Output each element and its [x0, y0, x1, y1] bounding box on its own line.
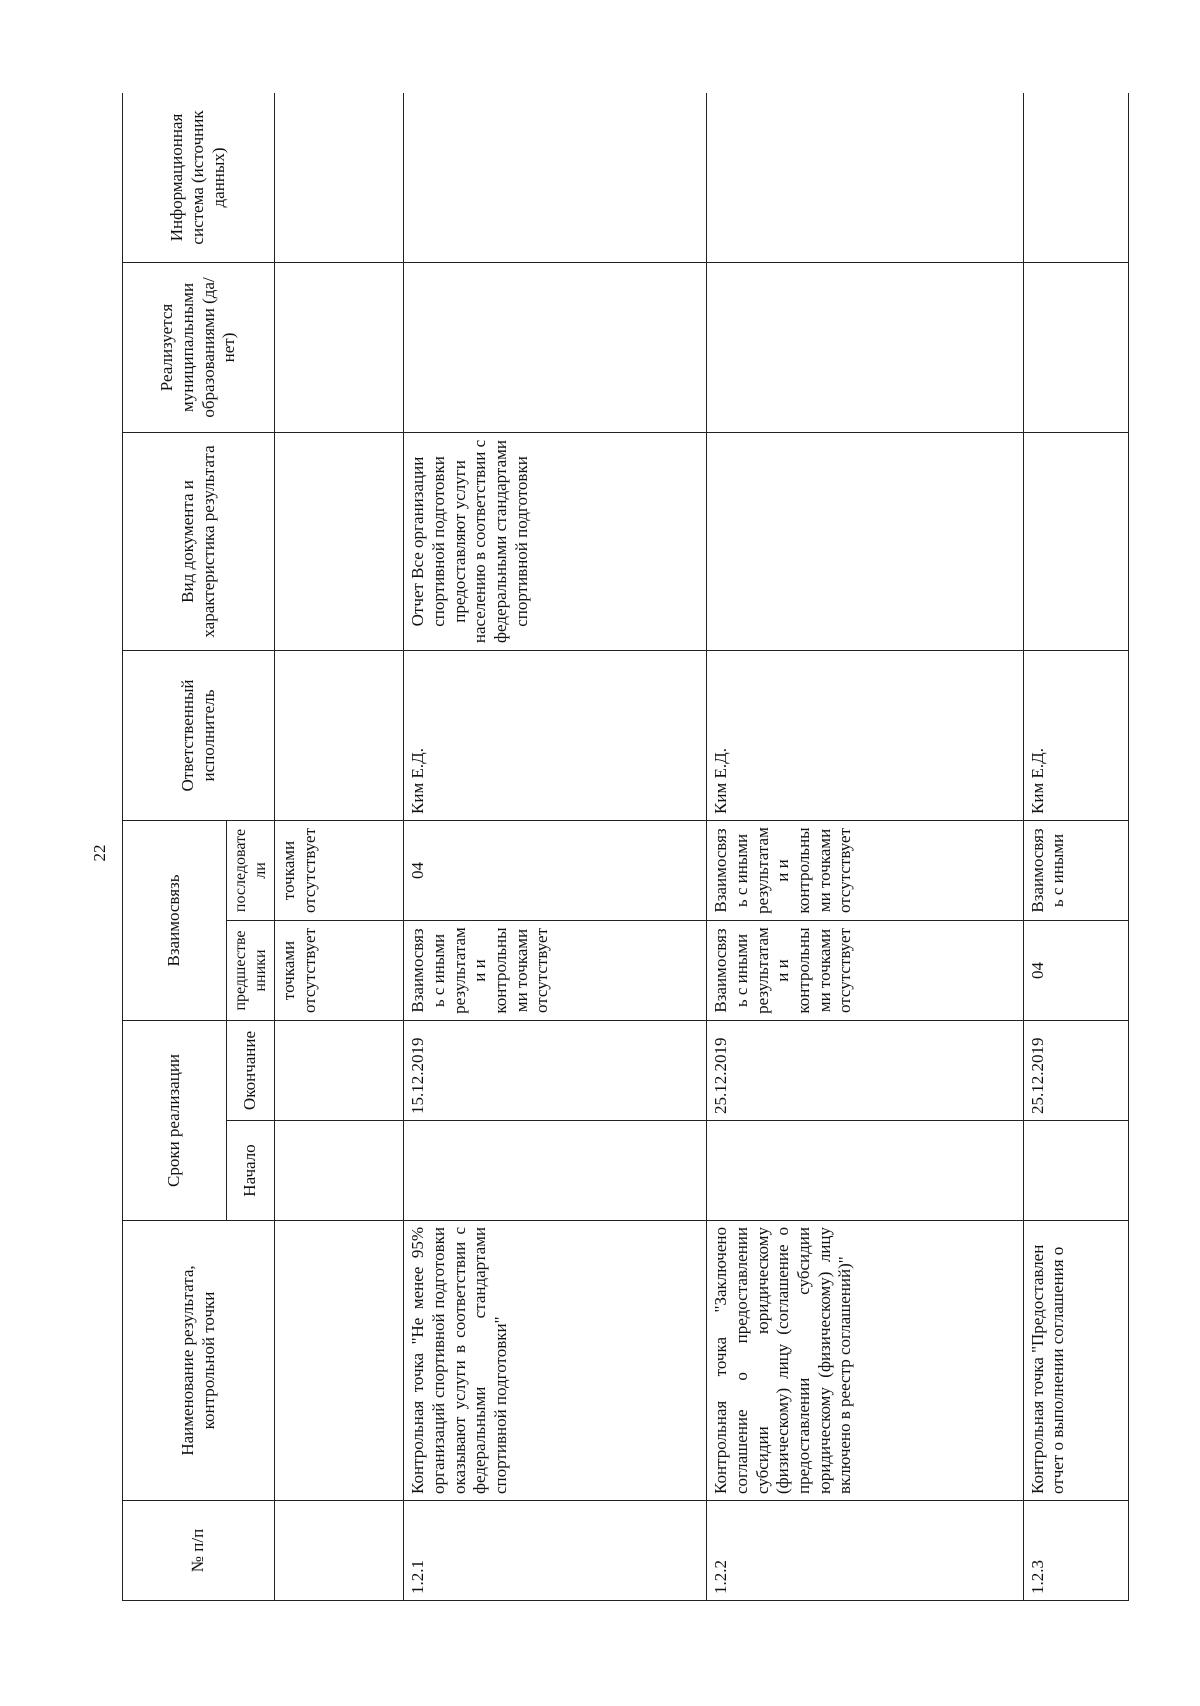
cell-num [275, 1501, 404, 1601]
cell-start [1023, 1121, 1129, 1221]
header-municipal: Реализуется муниципальными образованиями (да/нет) [123, 262, 275, 432]
header-predecessors: предшественники [227, 921, 275, 1021]
cell-info-system [275, 93, 404, 262]
cell-start [707, 1121, 1023, 1221]
cell-predecessors: 04 [1023, 921, 1129, 1021]
cell-municipal [275, 262, 404, 432]
cell-predecessors: Взаимосвязь с иными результатами и контрольными точками отсутствует [404, 921, 707, 1021]
header-successors: последователи [227, 820, 275, 920]
table-row [275, 93, 404, 1601]
header-doc-type: Вид документа и характеристика результата [123, 432, 275, 650]
cell-predecessors: точками отсутствует [275, 921, 404, 1021]
cell-doc-type: Отчет Все организации спортивной подготовки предоставляют услуги населению в соответствии с федеральными стандартами спортивной подготовки [404, 432, 707, 650]
header-start: Начало [227, 1121, 275, 1221]
cell-responsible: Ким Е.Д. [707, 650, 1023, 820]
cell-municipal [1023, 262, 1129, 432]
cell-start [275, 1121, 404, 1221]
cell-doc-type [275, 432, 404, 650]
cell-successors: Взаимосвязь с иными результатами и контрольными точками отсутствует [707, 820, 1023, 920]
header-relation: Взаимосвязь [123, 820, 227, 1020]
cell-name: Контрольная точка "Заключено соглашение о предоставлении субсидии юридическому (физическому) лицу (соглашение о предоставлении субсидии юридическому (физическому) лицу включено в реестр соглашений)" [707, 1221, 1023, 1501]
cell-end [275, 1021, 404, 1121]
cell-responsible: Ким Е.Д. [404, 650, 707, 820]
page-number: 22 [90, 844, 109, 862]
rotated-table-frame [122, 93, 1129, 1601]
table-row [404, 93, 707, 1601]
cell-name [275, 1221, 404, 1501]
header-name: Наименование результата, контрольной точки [123, 1221, 275, 1501]
cell-responsible: Ким Е.Д. [1023, 650, 1129, 820]
header-info-system: Информационная система (источник данных) [123, 93, 275, 262]
cell-successors: Взаимосвязь с иными [1023, 820, 1129, 920]
header-timing: Сроки реализации [123, 1021, 227, 1221]
header-end: Окончание [227, 1021, 275, 1121]
cell-start [404, 1121, 707, 1221]
cell-end: 15.12.2019 [404, 1021, 707, 1121]
table-row [1023, 93, 1129, 1601]
cell-doc-type [1023, 432, 1129, 650]
cell-successors: точками отсутствует [275, 820, 404, 920]
cell-info-system [1023, 93, 1129, 262]
cell-doc-type [707, 432, 1023, 650]
rotated-table-content [122, 93, 1129, 1601]
header-responsible: Ответственный исполнитель [123, 650, 275, 820]
cell-name: Контрольная точка "Предоставлен отчет о выполнении соглашения о [1023, 1221, 1129, 1501]
cell-responsible [275, 650, 404, 820]
cell-successors: 04 [404, 820, 707, 920]
cell-predecessors: Взаимосвязь с иными результатами и контрольными точками отсутствует [707, 921, 1023, 1021]
cell-municipal [404, 262, 707, 432]
cell-end: 25.12.2019 [1023, 1021, 1129, 1121]
cell-municipal [707, 262, 1023, 432]
header-num: № п/п [123, 1501, 275, 1601]
cell-num: 1.2.1 [404, 1501, 707, 1601]
cell-end: 25.12.2019 [707, 1021, 1023, 1121]
cell-num: 1.2.2 [707, 1501, 1023, 1601]
schedule-table [122, 93, 1129, 1601]
cell-info-system [404, 93, 707, 262]
cell-info-system [707, 93, 1023, 262]
cell-num: 1.2.3 [1023, 1501, 1129, 1601]
table-row [707, 93, 1023, 1601]
cell-name: Контрольная точка "Не менее 95% организаций спортивной подготовки оказывают услуги в соответствии с федеральными стандартами спортивной подготовки" [404, 1221, 707, 1501]
